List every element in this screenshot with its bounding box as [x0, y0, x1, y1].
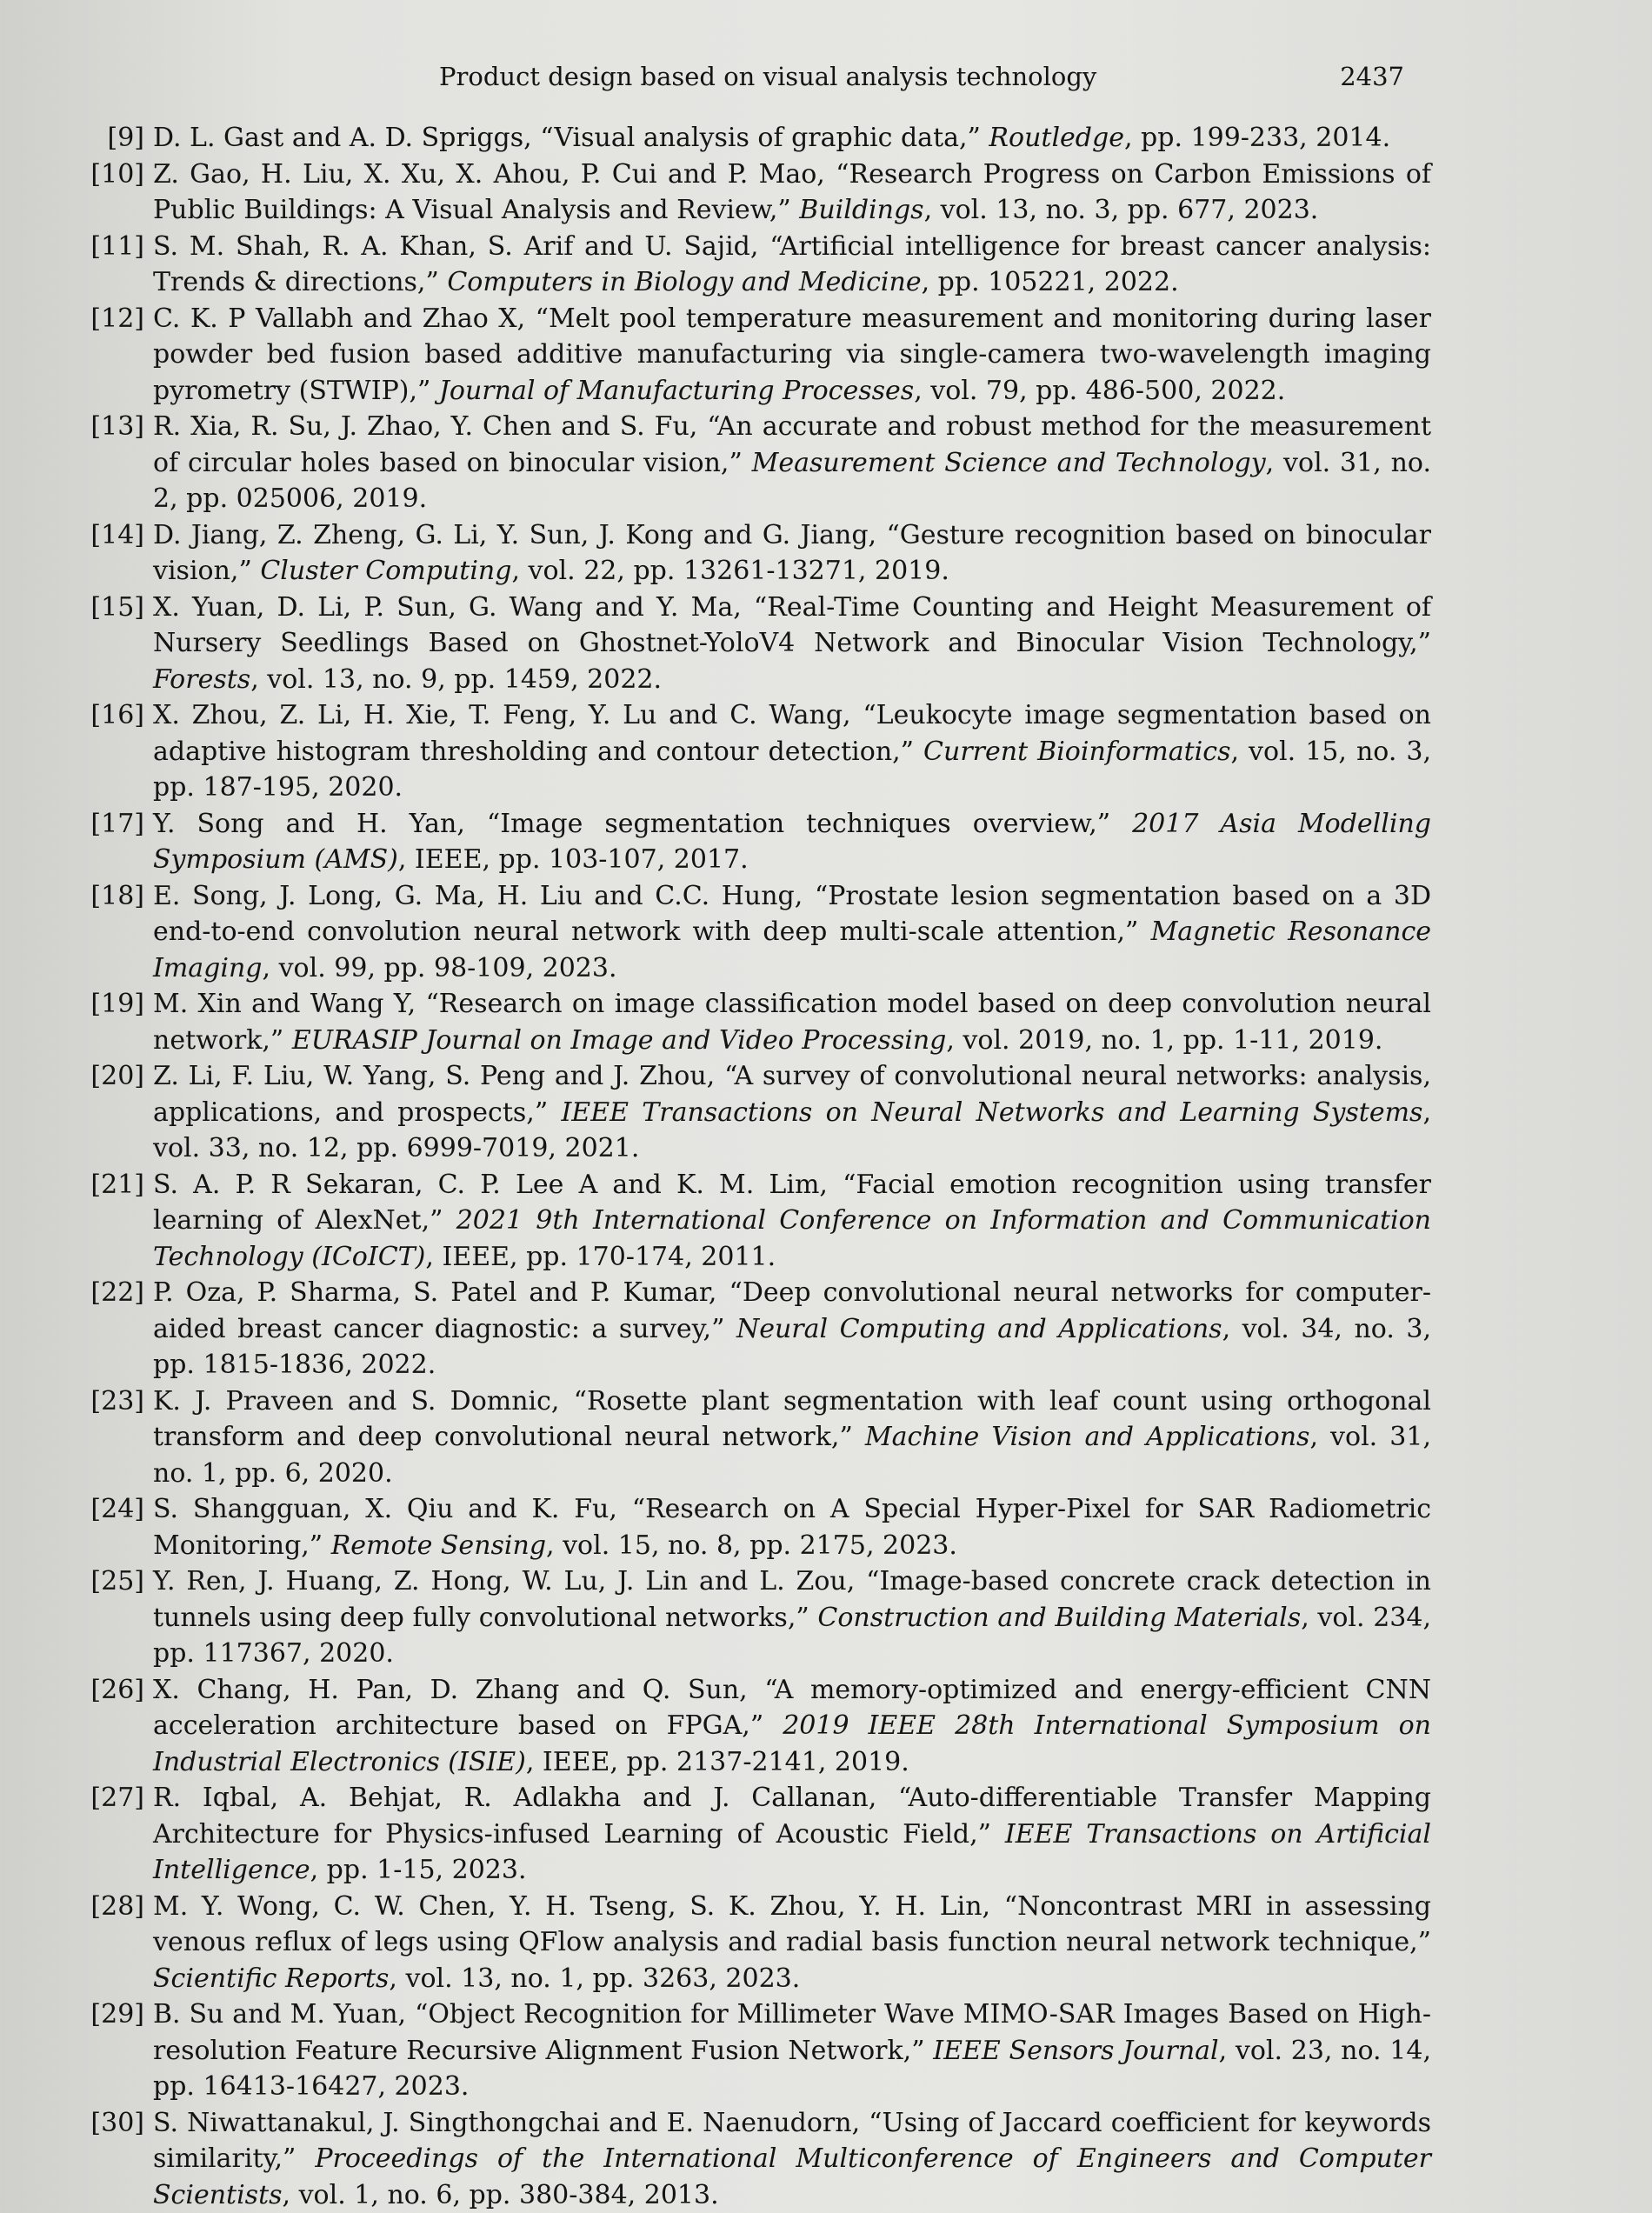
reference-number: [24]: [75, 1491, 153, 1528]
reference-authors-title: K. J. Praveen and S. Domnic, “Rosette plant segmentation with leaf count using orthogonal transform and deep convolutional neural network,”: [153, 1386, 1431, 1453]
reference-item: [75, 120, 1431, 157]
reference-item: [75, 1275, 1431, 1383]
reference-details: , vol. 1, no. 6, pp. 380-384, 2013.: [283, 2180, 719, 2210]
reference-venue: Neural Computing and Applications: [736, 1314, 1222, 1344]
reference-details: , vol. 33, no. 12, pp. 6999-7019, 2021.: [153, 1097, 1431, 1164]
reference-number: [20]: [75, 1058, 153, 1095]
reference-authors-title: D. L. Gast and A. D. Spriggs, “Visual analysis of graphic data,”: [153, 123, 989, 153]
reference-text: [153, 1889, 1431, 1997]
reference-item: [75, 229, 1431, 301]
reference-authors-title: B. Su and M. Yuan, “Object Recognition for Millimeter Wave MIMO-SAR Images Based on High-resolution Feature Recursive Alignment Fusion Network,”: [153, 1999, 1431, 2066]
reference-details: , vol. 79, pp. 486-500, 2022.: [914, 376, 1285, 406]
reference-text: [153, 806, 1431, 878]
reference-text: [153, 1672, 1431, 1781]
reference-details: , pp. 199-233, 2014.: [1124, 123, 1390, 153]
reference-details: , vol. 15, no. 3, pp. 187-195, 2020.: [153, 737, 1431, 803]
reference-authors-title: D. Jiang, Z. Zheng, G. Li, Y. Sun, J. Kong and G. Jiang, “Gesture recognition based on binocular vision,”: [153, 520, 1431, 587]
reference-authors-title: P. Oza, P. Sharma, S. Patel and P. Kumar, “Deep convolutional neural networks for computer-aided breast cancer diagnostic: a survey,”: [153, 1277, 1431, 1344]
reference-text: [153, 1167, 1431, 1276]
reference-item: [75, 1780, 1431, 1889]
reference-item: [75, 1491, 1431, 1563]
reference-authors-title: R. Iqbal, A. Behjat, R. Adlakha and J. Callanan, “Auto-differentiable Transfer Mapping Architecture for Physics-infused Learning of Acoustic Field,”: [153, 1783, 1431, 1850]
reference-authors-title: R. Xia, R. Su, J. Zhao, Y. Chen and S. Fu, “An accurate and robust method for the measurement of circular holes based on binocular vision,”: [153, 411, 1431, 478]
reference-venue: Magnetic Resonance Imaging: [153, 917, 1431, 983]
reference-details: , vol. 23, no. 14, pp. 16413-16427, 2023.: [153, 2036, 1431, 2103]
reference-item: [75, 157, 1431, 229]
reference-venue: Proceedings of the International Multiconference of Engineers and Computer Scientists: [153, 2143, 1431, 2210]
reference-venue: EURASIP Journal on Image and Video Processing: [292, 1025, 947, 1056]
reference-text: [153, 1275, 1431, 1383]
page-header: [439, 57, 1404, 96]
reference-item: [75, 806, 1431, 878]
reference-text: [153, 301, 1431, 410]
reference-number: [17]: [75, 806, 153, 843]
reference-authors-title: X. Zhou, Z. Li, H. Xie, T. Feng, Y. Lu and C. Wang, “Leukocyte image segmentation based on adaptive histogram thresholding and contour detection,”: [153, 700, 1431, 767]
reference-details: , vol. 22, pp. 13261-13271, 2019.: [511, 556, 949, 586]
reference-item: [75, 409, 1431, 517]
reference-text: [153, 517, 1431, 590]
running-title: Product design based on visual analysis technology: [439, 57, 1096, 96]
reference-item: [75, 1058, 1431, 1167]
reference-text: [153, 1058, 1431, 1167]
reference-text: [153, 1563, 1431, 1672]
reference-item: [75, 590, 1431, 698]
reference-venue: Cluster Computing: [260, 556, 511, 586]
reference-venue: Scientific Reports: [153, 1963, 389, 1994]
page-number: 2437: [1340, 57, 1404, 96]
reference-number: [25]: [75, 1563, 153, 1600]
reference-number: [30]: [75, 2105, 153, 2142]
reference-venue: Buildings: [799, 195, 923, 225]
reference-authors-title: Z. Li, F. Liu, W. Yang, S. Peng and J. Zhou, “A survey of convolutional neural networks: analysis, applications, and prospects,”: [153, 1061, 1431, 1128]
reference-venue: 2019 IEEE 28th International Symposium on Industrial Electronics (ISIE): [153, 1710, 1431, 1777]
reference-item: [75, 878, 1431, 987]
reference-list: [75, 120, 1431, 2213]
reference-number: [28]: [75, 1889, 153, 1925]
reference-number: [29]: [75, 1996, 153, 2033]
reference-authors-title: S. Shangguan, X. Qiu and K. Fu, “Research on A Special Hyper-Pixel for SAR Radiometric Monitoring,”: [153, 1494, 1431, 1561]
reference-details: , vol. 99, pp. 98-109, 2023.: [263, 953, 617, 983]
reference-text: [153, 1996, 1431, 2105]
reference-venue: 2017 Asia Modelling Symposium (AMS): [153, 809, 1431, 876]
reference-item: [75, 1889, 1431, 1997]
reference-number: [12]: [75, 301, 153, 337]
reference-number: [14]: [75, 517, 153, 554]
reference-venue: Forests: [153, 664, 250, 695]
reference-details: , vol. 2019, no. 1, pp. 1-11, 2019.: [946, 1025, 1382, 1056]
reference-text: [153, 120, 1431, 157]
reference-number: [11]: [75, 229, 153, 265]
reference-details: , vol. 31, no. 2, pp. 025006, 2019.: [153, 448, 1431, 515]
reference-venue: Measurement Science and Technology: [752, 448, 1266, 478]
reference-text: [153, 590, 1431, 698]
reference-venue: Computers in Biology and Medicine: [447, 267, 921, 297]
reference-venue: Construction and Building Materials: [817, 1603, 1301, 1633]
reference-item: [75, 1167, 1431, 1276]
reference-details: , pp. 1-15, 2023.: [310, 1855, 527, 1885]
reference-number: [15]: [75, 590, 153, 626]
reference-item: [75, 517, 1431, 590]
reference-item: [75, 1996, 1431, 2105]
reference-item: [75, 697, 1431, 806]
reference-authors-title: M. Y. Wong, C. W. Chen, Y. H. Tseng, S. K. Zhou, Y. H. Lin, “Noncontrast MRI in assessing venous reflux of legs using QFlow analysis and radial basis function neural network technique,”: [153, 1891, 1431, 1958]
reference-text: [153, 1780, 1431, 1889]
reference-text: [153, 157, 1431, 229]
reference-text: [153, 229, 1431, 301]
reference-authors-title: S. M. Shah, R. A. Khan, S. Arif and U. Sajid, “Artificial intelligence for breast cancer analysis: Trends & directions,”: [153, 231, 1431, 298]
reference-text: [153, 1491, 1431, 1563]
reference-details: , vol. 13, no. 9, pp. 1459, 2022.: [250, 664, 662, 695]
reference-number: [22]: [75, 1275, 153, 1311]
reference-authors-title: X. Yuan, D. Li, P. Sun, G. Wang and Y. Ma, “Real-Time Counting and Height Measurement of Nursery Seedlings Based on Ghostnet-YoloV4 Network and Binocular Vision Technology,”: [153, 592, 1431, 659]
reference-number: [19]: [75, 986, 153, 1023]
reference-text: [153, 697, 1431, 806]
reference-venue: IEEE Transactions on Artificial Intelligence: [153, 1819, 1431, 1886]
reference-number: [18]: [75, 878, 153, 915]
reference-number: [27]: [75, 1780, 153, 1816]
reference-number: [13]: [75, 409, 153, 445]
reference-details: , pp. 105221, 2022.: [922, 267, 1179, 297]
reference-details: , vol. 13, no. 3, pp. 677, 2023.: [924, 195, 1319, 225]
reference-details: , vol. 15, no. 8, pp. 2175, 2023.: [546, 1530, 957, 1561]
reference-authors-title: Y. Ren, J. Huang, Z. Hong, W. Lu, J. Lin and L. Zou, “Image-based concrete crack detection in tunnels using deep fully convolutional networks,”: [153, 1566, 1431, 1633]
reference-details: , IEEE, pp. 103-107, 2017.: [398, 844, 749, 875]
reference-details: , vol. 13, no. 1, pp. 3263, 2023.: [389, 1963, 800, 1994]
reference-authors-title: X. Chang, H. Pan, D. Zhang and Q. Sun, “A memory-optimized and energy-efficient CNN acceleration architecture based on FPGA,”: [153, 1675, 1431, 1742]
reference-item: [75, 301, 1431, 410]
reference-item: [75, 1563, 1431, 1672]
reference-number: [23]: [75, 1383, 153, 1420]
reference-item: [75, 1383, 1431, 1492]
reference-authors-title: E. Song, J. Long, G. Ma, H. Liu and C.C. Hung, “Prostate lesion segmentation based on a 3D end-to-end convolution neural network with deep multi-scale attention,”: [153, 881, 1431, 948]
reference-venue: 2021 9th International Conference on Information and Communication Technology (ICoICT): [153, 1205, 1431, 1272]
reference-number: [26]: [75, 1672, 153, 1709]
reference-text: [153, 1383, 1431, 1492]
reference-details: , vol. 234, pp. 117367, 2020.: [153, 1603, 1431, 1670]
reference-number: [21]: [75, 1167, 153, 1203]
reference-venue: Routledge: [989, 123, 1124, 153]
reference-text: [153, 986, 1431, 1058]
reference-venue: Current Bioinformatics: [923, 737, 1230, 767]
reference-item: [75, 2105, 1431, 2213]
reference-authors-title: C. K. P Vallabh and Zhao X, “Melt pool temperature measurement and monitoring during laser powder bed fusion based additive manufacturing via single-camera two-wavelength imaging pyrometry (STWIP),”: [153, 303, 1431, 406]
reference-details: , IEEE, pp. 170-174, 2011.: [425, 1242, 776, 1272]
reference-number: [10]: [75, 157, 153, 193]
reference-venue: Machine Vision and Applications: [865, 1422, 1310, 1452]
reference-authors-title: S. A. P. R Sekaran, C. P. Lee A and K. M. Lim, “Facial emotion recognition using transfer learning of AlexNet,”: [153, 1170, 1431, 1236]
reference-details: , vol. 34, no. 3, pp. 1815-1836, 2022.: [153, 1314, 1431, 1381]
reference-number: [16]: [75, 697, 153, 734]
reference-text: [153, 2105, 1431, 2213]
reference-details: , IEEE, pp. 2137-2141, 2019.: [526, 1747, 909, 1777]
reference-details: , vol. 31, no. 1, pp. 6, 2020.: [153, 1422, 1431, 1489]
reference-number: [9]: [75, 120, 153, 157]
reference-authors-title: Y. Song and H. Yan, “Image segmentation techniques overview,”: [153, 809, 1132, 839]
reference-item: [75, 986, 1431, 1058]
reference-venue: Remote Sensing: [331, 1530, 546, 1561]
reference-venue: IEEE Transactions on Neural Networks and Learning Systems: [561, 1097, 1422, 1128]
reference-authors-title: M. Xin and Wang Y, “Research on image classification model based on deep convolution neural network,”: [153, 989, 1431, 1056]
reference-text: [153, 878, 1431, 987]
reference-item: [75, 1672, 1431, 1781]
reference-authors-title: Z. Gao, H. Liu, X. Xu, X. Ahou, P. Cui and P. Mao, “Research Progress on Carbon Emissions of Public Buildings: A Visual Analysis and Review,”: [153, 159, 1431, 226]
reference-venue: IEEE Sensors Journal: [933, 2036, 1218, 2066]
reference-text: [153, 409, 1431, 517]
reference-venue: Journal of Manufacturing Processes: [439, 376, 914, 406]
reference-authors-title: S. Niwattanakul, J. Singthongchai and E. Naenudorn, “Using of Jaccard coefficient for keywords similarity,”: [153, 2108, 1431, 2175]
